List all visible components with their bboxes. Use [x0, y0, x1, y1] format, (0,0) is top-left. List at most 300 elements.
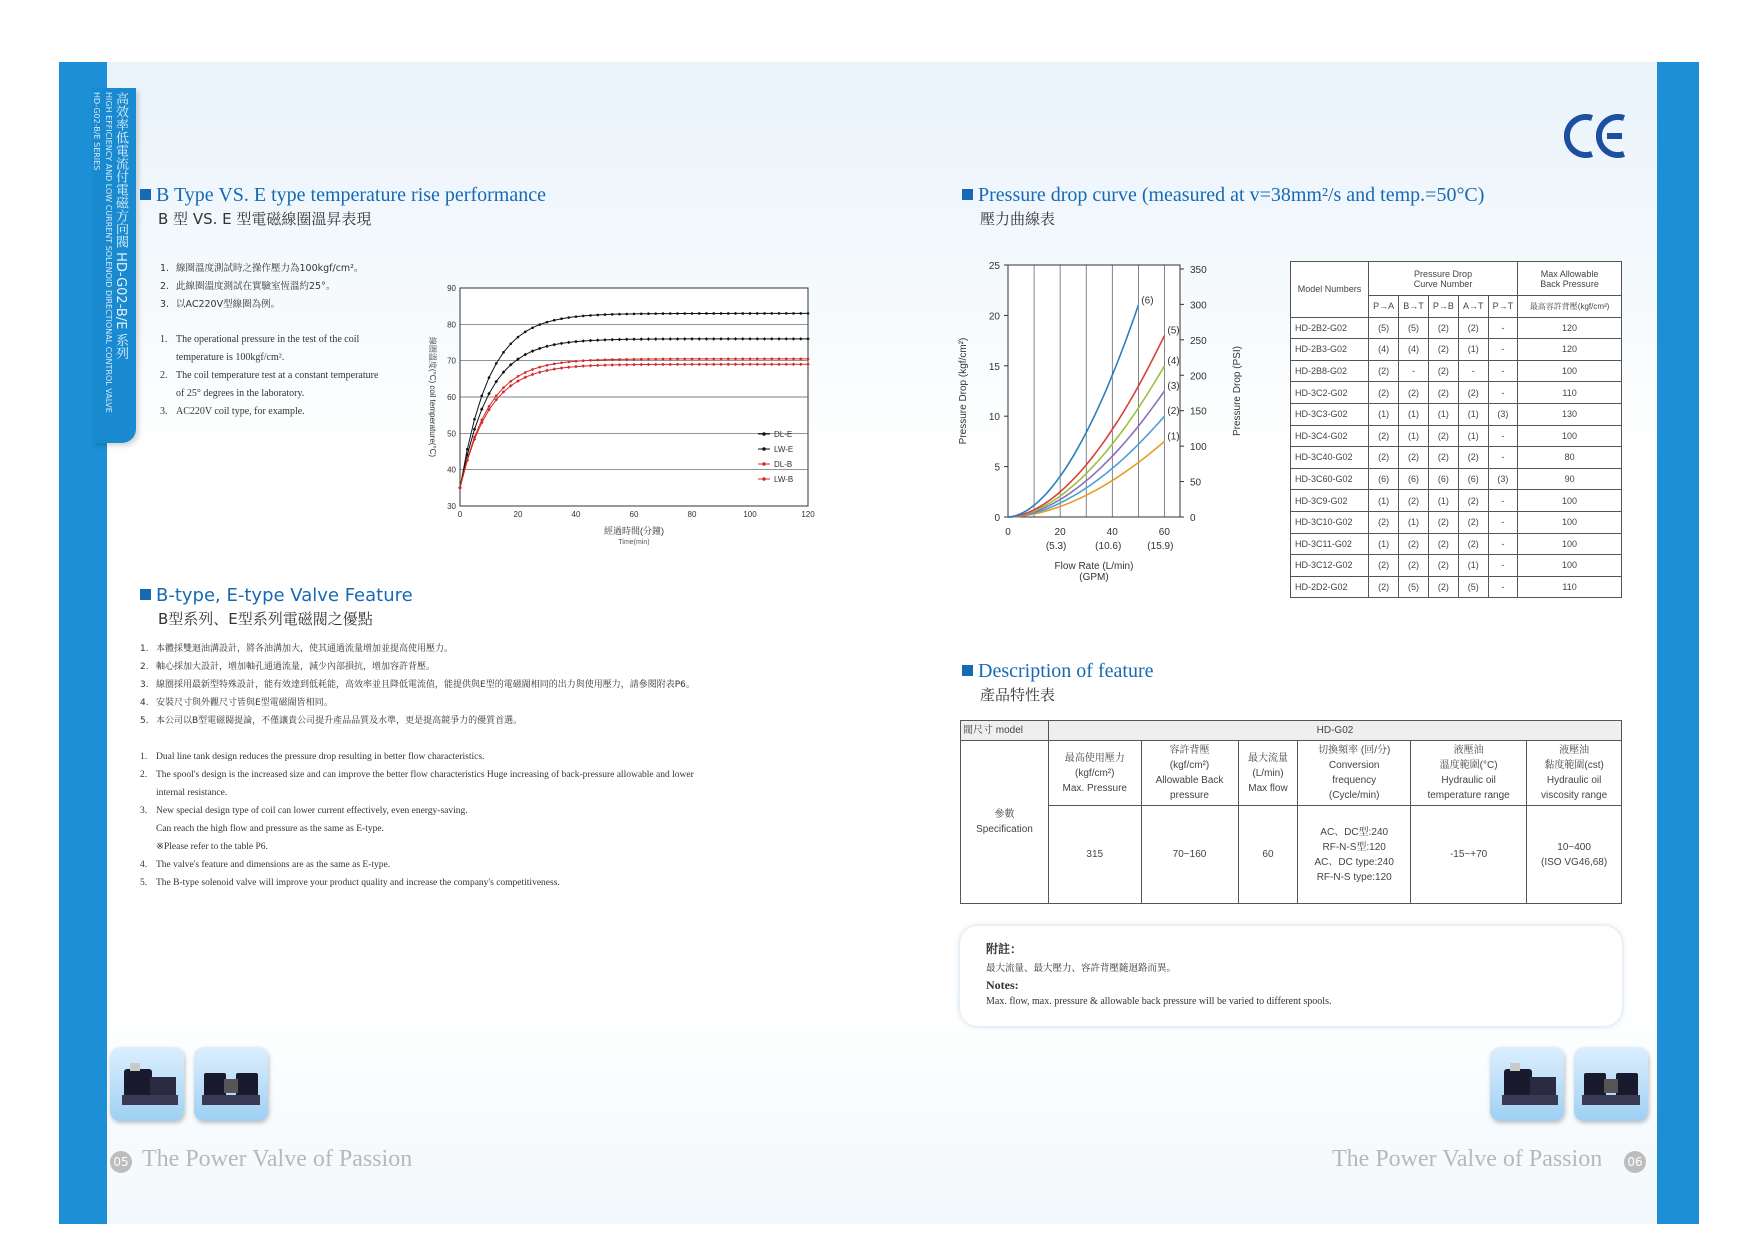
description-subtitle: 產品特性表	[980, 686, 1056, 704]
notes-text-en: Max. flow, max. pressure & allowable back pressure will be varied to different spools.	[986, 996, 1332, 1007]
feature-list-cn	[140, 640, 695, 730]
pd-value-cell: (2)	[1399, 447, 1429, 469]
data-point	[654, 358, 657, 361]
feature-list-en	[140, 748, 694, 892]
pd-value-cell: 100	[1518, 360, 1622, 382]
data-point	[575, 360, 578, 363]
x-tick-label: 20	[1054, 527, 1066, 538]
pd-value-cell: (1)	[1369, 490, 1399, 512]
x-tick-label-gpm: (15.9)	[1147, 541, 1174, 552]
list-item: 1. Dual line tank design reduces the pressure drop resulting in better flow characteristics.	[140, 752, 485, 762]
table-row	[1291, 468, 1622, 490]
pd-value-cell: (1)	[1458, 425, 1488, 447]
description-title: Description of feature	[962, 660, 1153, 683]
data-point	[785, 312, 788, 315]
list-item: 1. The operational pressure in the test of the coil	[160, 334, 360, 345]
data-point	[720, 358, 723, 361]
list-item: temperature is 100kgf/cm².	[176, 352, 285, 363]
data-point	[669, 312, 672, 315]
pd-model-cell: HD-3C11-G02	[1291, 533, 1369, 555]
pd-value-cell: -	[1488, 576, 1518, 598]
pd-value-cell: 100	[1518, 533, 1622, 555]
data-point	[763, 358, 766, 361]
data-point	[705, 312, 708, 315]
data-point	[538, 323, 541, 326]
y-tick-label: 15	[988, 361, 1000, 373]
list-item: 2. The spool's design is the increased size and can improve the better flow characteristics Huge increasing of back-pressure allowable and lower	[140, 770, 694, 780]
pd-value-cell: (2)	[1428, 425, 1458, 447]
data-point	[662, 358, 665, 361]
y-tick-label: 30	[447, 502, 456, 511]
data-point	[734, 312, 737, 315]
data-point	[560, 317, 563, 320]
data-point	[531, 368, 534, 371]
table-row	[1291, 555, 1622, 577]
data-point	[785, 358, 788, 361]
pd-value-cell: (5)	[1458, 576, 1488, 598]
pd-value-cell: (2)	[1458, 447, 1488, 469]
x-tick-label: 40	[1106, 527, 1118, 538]
pd-value-cell: 120	[1518, 317, 1622, 339]
data-point	[676, 358, 679, 361]
data-point	[495, 395, 498, 398]
side-tab-text	[92, 92, 128, 422]
data-point	[531, 326, 534, 329]
pd-value-cell: (3)	[1488, 403, 1518, 425]
pd-value-cell: -	[1399, 360, 1429, 382]
pd-value-cell: (1)	[1399, 511, 1429, 533]
data-point	[807, 358, 810, 361]
pd-value-cell: -	[1488, 382, 1518, 404]
data-point	[792, 358, 795, 361]
pd-sub-pt: P→T	[1488, 296, 1518, 318]
data-point	[582, 359, 585, 362]
pd-value-cell: 110	[1518, 576, 1622, 598]
spec-header-cell: 切換頻率 (回/分) Conversion frequency (Cycle/min)	[1298, 741, 1411, 806]
pd-model-cell: HD-3C9-G02	[1291, 490, 1369, 512]
pd-value-cell: (2)	[1428, 555, 1458, 577]
x-axis-label-en: Time(min)	[618, 539, 650, 546]
pd-header-model: Model Numbers	[1291, 262, 1369, 318]
legend-label: DL-E	[774, 430, 793, 439]
spec-value-cell: 315	[1049, 806, 1142, 904]
pd-value-cell: (1)	[1458, 339, 1488, 361]
list-item: ※Please refer to the table P6.	[156, 842, 268, 852]
data-point	[749, 358, 752, 361]
data-point	[488, 405, 491, 408]
pd-value-cell: (2)	[1458, 490, 1488, 512]
data-point	[589, 359, 592, 362]
temperature-chart	[410, 280, 820, 555]
page-number-left: 05	[110, 1151, 132, 1173]
feature-title: B-type, E-type Valve Feature	[140, 585, 413, 606]
pd-value-cell: (2)	[1369, 576, 1399, 598]
data-point	[553, 363, 556, 366]
data-point	[705, 358, 708, 361]
y-tick-label: 10	[988, 412, 1000, 424]
pd-value-cell: (2)	[1458, 382, 1488, 404]
x-tick-label: 80	[687, 510, 697, 519]
pd-value-cell: (1)	[1399, 425, 1429, 447]
pd-value-cell: (1)	[1458, 555, 1488, 577]
table-row	[1291, 511, 1622, 533]
data-point	[763, 312, 766, 315]
list-item: 1. 本體採雙迴油溝設計，將各油溝加大，使其通過流量增加並提高使用壓力。	[140, 644, 454, 654]
right-blue-bar	[1657, 62, 1699, 1224]
spec-value-cell: -15~+70	[1410, 806, 1526, 904]
data-point	[633, 313, 636, 316]
pd-value-cell: (5)	[1399, 576, 1429, 598]
table-row	[1291, 425, 1622, 447]
list-item: 4. 安裝尺寸與外觀尺寸皆與E型電磁閥皆相同。	[140, 698, 333, 708]
data-point	[625, 358, 628, 361]
data-point	[683, 312, 686, 315]
list-item: 2. 軸心採加大設計，增加軸孔通過流量，減少內部損抗，增加容許背壓。	[140, 662, 436, 672]
data-point	[633, 358, 636, 361]
list-item: 3. New special design type of coil can lower current effectively, even energy-saving.	[140, 806, 468, 816]
pd-value-cell: 80	[1518, 447, 1622, 469]
spec-param: 參數 Specification	[961, 741, 1049, 904]
data-point	[509, 342, 512, 345]
spec-header-cell: 液壓油 溫度範圍(°C) Hydraulic oil temperature range	[1410, 741, 1526, 806]
pd-model-cell: HD-2B8-G02	[1291, 360, 1369, 382]
pd-value-cell: (2)	[1369, 447, 1399, 469]
temp-title: B Type VS. E type temperature rise performance	[140, 184, 546, 207]
y-tick-label: 0	[994, 513, 1000, 524]
data-point	[778, 312, 781, 315]
spec-header-cell: 液壓油 黏度範圍(cst) Hydraulic oil viscosity range	[1527, 741, 1622, 806]
y-tick-label: 60	[447, 393, 456, 402]
pd-value-cell: (2)	[1428, 511, 1458, 533]
table-row	[1291, 360, 1622, 382]
legend-marker	[762, 477, 766, 481]
spec-model-label: 閥尺寸 model	[961, 721, 1049, 741]
pd-value-cell: 90	[1518, 468, 1622, 490]
legend-label: LW-E	[774, 445, 794, 454]
pd-value-cell: (4)	[1399, 339, 1429, 361]
data-point	[618, 358, 621, 361]
pd-value-cell: -	[1488, 447, 1518, 469]
data-point	[582, 315, 585, 318]
spec-header-cell: 最大流量 (L/min) Max flow	[1238, 741, 1298, 806]
solenoid-valve-icon	[110, 1047, 184, 1121]
pd-value-cell: (5)	[1399, 317, 1429, 339]
data-point	[560, 361, 563, 364]
product-thumbnail	[1490, 1047, 1564, 1121]
side-tab-cn: 高效率低電流付電磁方向閥 HD-G02-B/E 系列	[113, 92, 128, 360]
series-label: (6)	[1141, 295, 1154, 307]
pd-model-cell: HD-2D2-G02	[1291, 576, 1369, 598]
pd-value-cell: (2)	[1369, 555, 1399, 577]
pd-value-cell: (1)	[1458, 403, 1488, 425]
series-label: (5)	[1167, 325, 1180, 337]
y-right-tick-label: 100	[1190, 442, 1207, 454]
table-row	[1291, 339, 1622, 361]
pd-header-curve: Pressure Drop Curve Number	[1369, 262, 1518, 296]
data-point	[509, 380, 512, 383]
y-tick-label: 80	[447, 320, 456, 330]
data-point	[756, 358, 759, 361]
pd-value-cell: (1)	[1369, 533, 1399, 555]
footer-tagline-right: The Power Valve of Passion	[1332, 1146, 1603, 1172]
list-item: Can reach the high flow and pressure as the same as E-type.	[156, 824, 384, 834]
data-point	[647, 358, 650, 361]
pd-value-cell: -	[1488, 339, 1518, 361]
spec-header-cell: 最高使用壓力 (kgf/cm²) Max. Pressure	[1049, 741, 1142, 806]
pd-header-max: Max Allowable Back Pressure	[1518, 262, 1622, 296]
x-tick-label: 40	[571, 510, 581, 519]
data-point	[495, 362, 498, 365]
series-label: (1)	[1167, 431, 1180, 443]
data-point	[734, 358, 737, 361]
y-tick-label: 25	[988, 261, 1000, 272]
spec-value-cell: 70~160	[1141, 806, 1238, 904]
pd-value-cell: (2)	[1399, 533, 1429, 555]
footer-tagline-left: The Power Valve of Passion	[142, 1146, 413, 1172]
pd-sub-maxcn: 最高容許背壓(kgf/cm²)	[1518, 296, 1622, 318]
list-item: 5. 本公司以B型電磁閥提論，不僅讓貴公司提升產品品質及水準，更是提高競爭力的優質首選。	[140, 716, 523, 726]
pd-value-cell: (2)	[1428, 533, 1458, 555]
notes-box	[960, 926, 1622, 1026]
data-point	[596, 314, 599, 317]
list-item: 5. The B-type solenoid valve will improve your product quality and increase the company's competitiveness.	[140, 878, 560, 888]
pd-sub-pa: P→A	[1369, 296, 1399, 318]
data-point	[517, 336, 520, 339]
pd-sub-bt: B→T	[1399, 296, 1429, 318]
pd-value-cell: (2)	[1399, 490, 1429, 512]
data-point	[741, 358, 744, 361]
data-point	[691, 312, 694, 315]
data-point	[807, 312, 810, 315]
y-tick-label: 5	[994, 462, 1000, 474]
pd-value-cell: -	[1488, 425, 1518, 447]
pd-value-cell: (5)	[1369, 317, 1399, 339]
x-tick-label: 20	[513, 510, 523, 519]
list-item: 3. 線圈採用最新型特殊設計，能有效達到低耗能，高效率並且降低電流值，能提供與E型的電磁閥相同的出力與使用壓力，請參閱附表P6。	[140, 680, 695, 690]
data-point	[741, 312, 744, 315]
pd-value-cell: (2)	[1428, 317, 1458, 339]
pd-value-cell: (6)	[1369, 468, 1399, 490]
table-row	[1291, 403, 1622, 425]
data-point	[596, 359, 599, 362]
x-tick-label-gpm: (5.3)	[1045, 541, 1067, 552]
x-tick-label: 0	[1005, 527, 1011, 538]
list-item: 2. 此線圈溫度測試在實驗室恆溫約25°。	[160, 281, 336, 292]
pressure-subtitle: 壓力曲線表	[980, 210, 1056, 228]
pd-value-cell: (2)	[1458, 511, 1488, 533]
data-point	[618, 313, 621, 316]
solenoid-valve-icon	[1490, 1047, 1564, 1121]
y-tick-label: 40	[447, 465, 456, 475]
data-point	[538, 366, 541, 369]
pd-value-cell: -	[1488, 533, 1518, 555]
data-point	[712, 312, 715, 315]
pd-value-cell: 100	[1518, 555, 1622, 577]
y-tick-label: 70	[447, 356, 456, 366]
x-tick-label: 60	[629, 510, 639, 519]
list-item: 1. 線圈溫度測試時之操作壓力為100kgf/cm²。	[160, 263, 364, 274]
y-right-tick-label: 300	[1190, 300, 1207, 312]
data-point	[778, 358, 781, 361]
data-point	[712, 358, 715, 361]
list-item: 3. AC220V coil type, for example.	[160, 406, 305, 417]
pd-model-cell: HD-3C2-G02	[1291, 382, 1369, 404]
data-point	[502, 351, 505, 354]
feature-subtitle: B型系列、E型系列電磁閥之優點	[158, 610, 373, 628]
pd-model-cell: HD-3C10-G02	[1291, 511, 1369, 533]
pressure-drop-chart	[956, 255, 1262, 595]
data-point	[720, 312, 723, 315]
y-axis-label: 線圈溫度(°C) coil temperature(°C)	[428, 336, 437, 458]
pd-value-cell: (2)	[1369, 425, 1399, 447]
pd-value-cell: (2)	[1369, 511, 1399, 533]
product-thumbnail	[194, 1047, 268, 1121]
legend-label: DL-B	[774, 460, 793, 469]
product-thumbnail	[1574, 1047, 1648, 1121]
data-point	[756, 312, 759, 315]
table-row	[1291, 533, 1622, 555]
pd-value-cell: (2)	[1399, 555, 1429, 577]
pd-value-cell: (2)	[1428, 447, 1458, 469]
solenoid-valve-icon	[194, 1047, 268, 1121]
pd-sub-at: A→T	[1458, 296, 1488, 318]
pd-value-cell: (2)	[1428, 576, 1458, 598]
product-thumbnail	[110, 1047, 184, 1121]
data-point	[749, 312, 752, 315]
pd-value-cell: -	[1488, 511, 1518, 533]
data-point	[799, 312, 802, 315]
data-point	[488, 376, 491, 379]
data-point	[502, 386, 505, 389]
pd-value-cell: (1)	[1428, 403, 1458, 425]
y-tick-label: 50	[447, 429, 456, 439]
y-right-tick-label: 350	[1190, 264, 1207, 276]
legend-marker	[762, 447, 766, 451]
x-tick-label: 120	[801, 510, 815, 519]
x-tick-label: 60	[1158, 527, 1170, 538]
x-tick-label: 100	[743, 510, 757, 519]
pd-value-cell: 100	[1518, 511, 1622, 533]
pd-value-cell: (2)	[1369, 382, 1399, 404]
pd-value-cell: 110	[1518, 382, 1622, 404]
list-item: 4. The valve's feature and dimensions are as the same as E-type.	[140, 860, 391, 870]
data-point	[792, 312, 795, 315]
pd-value-cell: -	[1488, 490, 1518, 512]
table-row	[1291, 576, 1622, 598]
pd-value-cell: 100	[1518, 425, 1622, 447]
y-tick-label: 90	[447, 284, 456, 293]
pd-value-cell: -	[1458, 360, 1488, 382]
data-point	[698, 312, 701, 315]
pd-value-cell: (2)	[1369, 360, 1399, 382]
data-point	[654, 312, 657, 315]
table-row	[1291, 490, 1622, 512]
data-point	[589, 314, 592, 317]
pd-sub-pb: P→B	[1428, 296, 1458, 318]
y-tick-label: 20	[988, 311, 1000, 323]
solenoid-valve-icon	[1574, 1047, 1648, 1121]
pd-value-cell: (6)	[1428, 468, 1458, 490]
notes-heading-en: Notes:	[986, 978, 1019, 992]
data-point	[698, 358, 701, 361]
data-point	[727, 312, 730, 315]
pd-value-cell: (2)	[1458, 317, 1488, 339]
notes-heading-cn: 附註：	[986, 942, 1023, 956]
pd-value-cell: (2)	[1458, 533, 1488, 555]
pd-model-cell: HD-2B2-G02	[1291, 317, 1369, 339]
table-row	[1291, 317, 1622, 339]
table-row	[1291, 382, 1622, 404]
pressure-drop-table	[1290, 261, 1622, 598]
pd-value-cell: 120	[1518, 339, 1622, 361]
pd-value-cell: -	[1488, 360, 1518, 382]
spec-value-cell: 60	[1238, 806, 1298, 904]
pd-value-cell: -	[1488, 317, 1518, 339]
data-point	[770, 312, 773, 315]
list-item: of 25° degrees in the laboratory.	[176, 388, 305, 399]
series-label: (3)	[1167, 381, 1180, 392]
spec-model-value: HD-G02	[1049, 721, 1622, 741]
x-axis-label: Flow Rate (L/min)	[1054, 561, 1134, 572]
pd-model-cell: HD-3C4-G02	[1291, 425, 1369, 447]
pd-value-cell: (1)	[1399, 403, 1429, 425]
y-right-tick-label: 250	[1190, 335, 1207, 347]
data-point	[799, 358, 802, 361]
y-right-tick-label: 0	[1190, 513, 1196, 524]
y-right-tick-label: 200	[1190, 371, 1207, 383]
pd-model-cell: HD-2B3-G02	[1291, 339, 1369, 361]
x-axis-label-gpm: (GPM)	[1079, 572, 1109, 583]
y-right-tick-label: 50	[1190, 477, 1202, 489]
pd-value-cell: (2)	[1399, 382, 1429, 404]
pd-value-cell: (1)	[1428, 490, 1458, 512]
list-item: 2. The coil temperature test at a constant temperature	[160, 370, 379, 381]
y-axis-label: Pressure Drop (kgf/cm²)	[958, 337, 969, 445]
data-point	[683, 358, 686, 361]
data-point	[473, 418, 476, 421]
list-item: 3. 以AC220V型線圈為例。	[160, 299, 281, 310]
y-right-tick-label: 150	[1190, 406, 1207, 418]
data-point	[546, 321, 549, 324]
ce-logo-icon	[1562, 112, 1630, 160]
pd-value-cell: (6)	[1399, 468, 1429, 490]
data-point	[676, 312, 679, 315]
x-axis-label: 經過時間(分鐘)	[604, 526, 664, 536]
data-point	[567, 316, 570, 319]
data-point	[517, 375, 520, 378]
data-point	[553, 319, 556, 322]
pd-value-cell: (2)	[1428, 360, 1458, 382]
data-point	[524, 371, 527, 374]
data-point	[625, 313, 628, 316]
table-row	[1291, 447, 1622, 469]
data-point	[604, 313, 607, 316]
pd-value-cell: (4)	[1369, 339, 1399, 361]
pressure-title: Pressure drop curve (measured at v=38mm²/s and temp.=50°C)	[962, 184, 1484, 207]
temp-subtitle: B 型 VS. E 型電磁線圈溫昇表現	[158, 210, 372, 228]
data-point	[604, 358, 607, 361]
data-point	[691, 358, 694, 361]
data-point	[567, 361, 570, 364]
data-point	[770, 358, 773, 361]
pd-value-cell: (2)	[1428, 339, 1458, 361]
pd-model-cell: HD-3C60-G02	[1291, 468, 1369, 490]
list-item: internal resistance.	[156, 788, 228, 798]
data-point	[480, 395, 483, 398]
legend-label: LW-B	[774, 475, 794, 484]
pd-model-cell: HD-3C40-G02	[1291, 447, 1369, 469]
spec-value-cell: 10~400 (ISO VG46,68)	[1527, 806, 1622, 904]
